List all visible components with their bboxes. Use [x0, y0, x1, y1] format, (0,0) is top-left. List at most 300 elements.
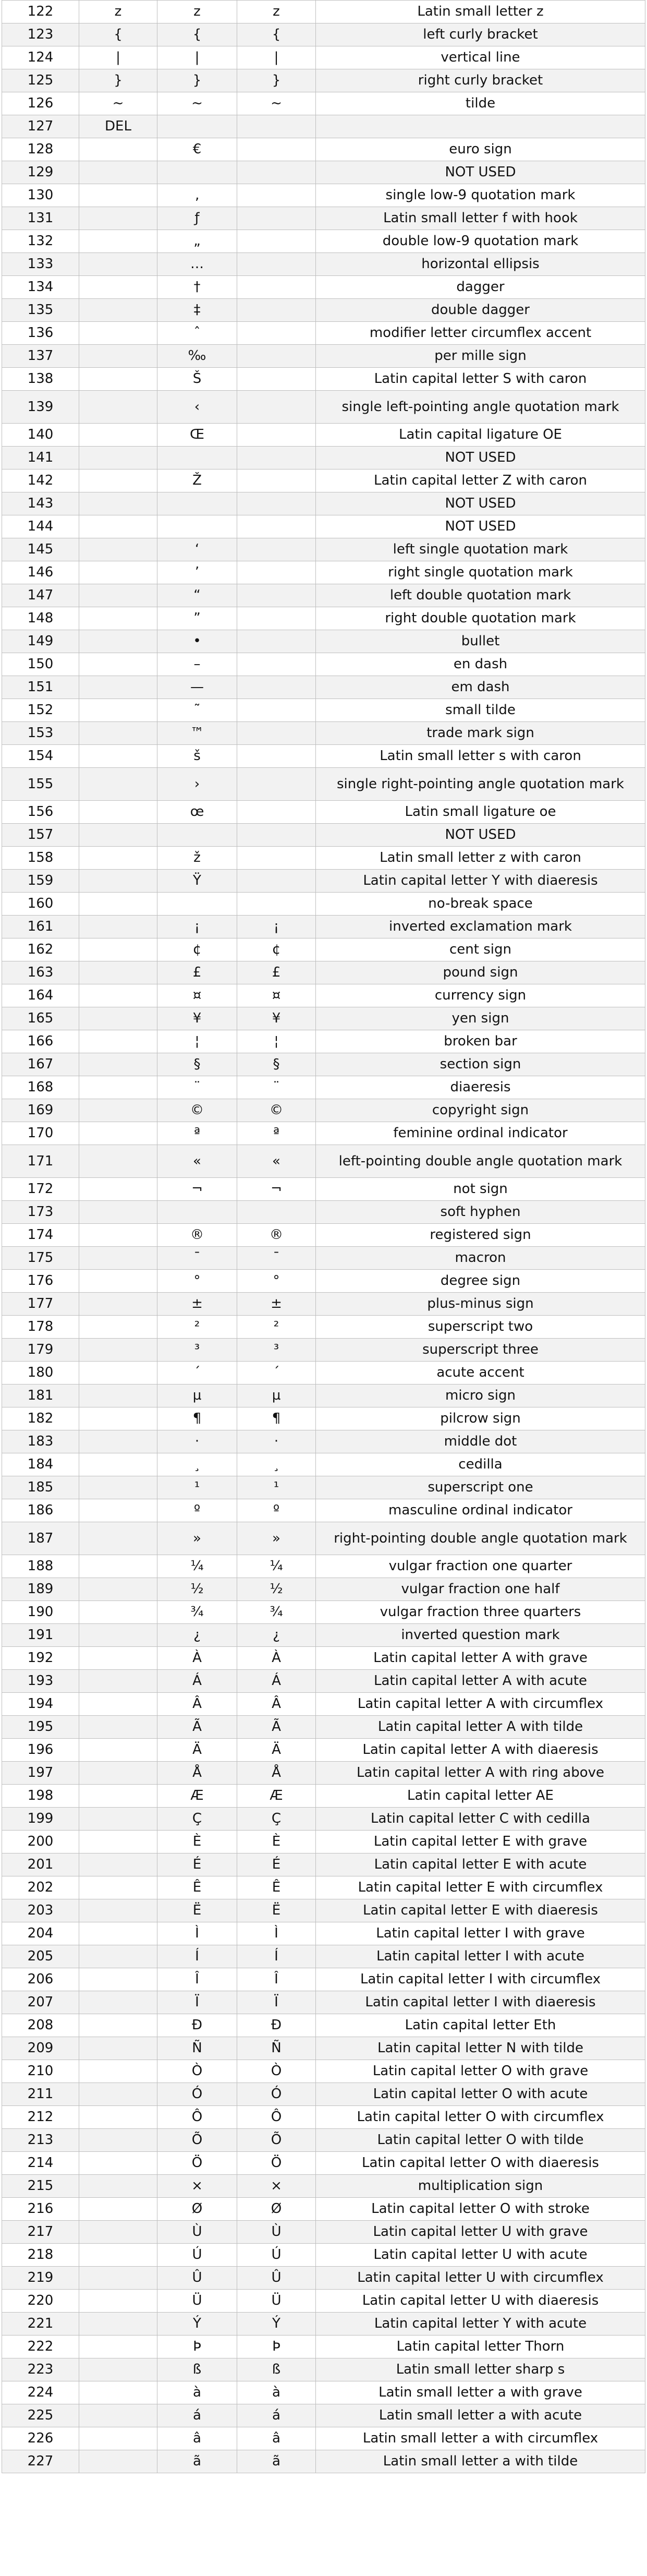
char-cell-2: ° — [157, 1270, 237, 1293]
code-cell: 197 — [2, 1762, 79, 1785]
char-cell-3 — [237, 299, 316, 322]
char-cell-1 — [79, 2404, 157, 2427]
char-cell-2: ³ — [157, 1339, 237, 1362]
code-cell: 134 — [2, 276, 79, 299]
char-cell-1 — [79, 1945, 157, 1968]
char-cell-3: ® — [237, 1224, 316, 1247]
description-cell: NOT USED — [316, 824, 645, 847]
char-cell-3: z — [237, 1, 316, 23]
code-cell: 156 — [2, 801, 79, 824]
code-cell: 153 — [2, 722, 79, 745]
description-cell: euro sign — [316, 138, 645, 161]
description-cell: Latin capital letter Thorn — [316, 2336, 645, 2358]
char-cell-3: Æ — [237, 1785, 316, 1808]
table-row — [2, 1007, 645, 1030]
code-cell: 202 — [2, 1876, 79, 1899]
description-cell: broken bar — [316, 1030, 645, 1053]
char-cell-1 — [79, 653, 157, 676]
char-cell-3: Ú — [237, 2244, 316, 2267]
description-cell: NOT USED — [316, 447, 645, 470]
code-cell: 227 — [2, 2450, 79, 2473]
table-row — [2, 2129, 645, 2152]
char-cell-3 — [237, 824, 316, 847]
table-row — [2, 1407, 645, 1430]
char-cell-1 — [79, 2381, 157, 2404]
char-cell-1 — [79, 2267, 157, 2290]
char-cell-1 — [79, 1201, 157, 1224]
char-cell-1 — [79, 607, 157, 630]
char-cell-3 — [237, 207, 316, 230]
char-cell-1 — [79, 2152, 157, 2175]
code-cell: 131 — [2, 207, 79, 230]
char-cell-3: | — [237, 46, 316, 69]
character-table — [2, 0, 645, 2473]
char-cell-2: š — [157, 745, 237, 768]
code-cell: 123 — [2, 23, 79, 46]
char-cell-3: Å — [237, 1762, 316, 1785]
description-cell: Latin capital letter I with circumflex — [316, 1968, 645, 1991]
description-cell: Latin capital letter U with acute — [316, 2244, 645, 2267]
code-cell: 204 — [2, 1922, 79, 1945]
description-cell: single right-pointing angle quotation mark — [316, 768, 645, 801]
char-cell-2: – — [157, 653, 237, 676]
char-cell-3: Ð — [237, 2014, 316, 2037]
code-cell: 139 — [2, 391, 79, 424]
description-cell: Latin capital letter A with tilde — [316, 1716, 645, 1739]
char-cell-1 — [79, 2083, 157, 2106]
char-cell-1 — [79, 1968, 157, 1991]
char-cell-2: ~ — [157, 92, 237, 115]
char-cell-1: | — [79, 46, 157, 69]
char-cell-3: © — [237, 1099, 316, 1122]
description-cell: Latin capital letter Eth — [316, 2014, 645, 2037]
char-cell-1 — [79, 470, 157, 492]
char-cell-2: © — [157, 1099, 237, 1122]
table-row — [2, 1785, 645, 1808]
code-cell: 194 — [2, 1693, 79, 1716]
table-row — [2, 1201, 645, 1224]
char-cell-1 — [79, 961, 157, 984]
description-cell: Latin capital ligature OE — [316, 424, 645, 447]
char-cell-1 — [79, 230, 157, 253]
char-cell-2: — — [157, 676, 237, 699]
table-row — [2, 1385, 645, 1407]
char-cell-2: œ — [157, 801, 237, 824]
char-cell-1 — [79, 1899, 157, 1922]
char-cell-2: Ÿ — [157, 870, 237, 893]
table-row — [2, 2290, 645, 2313]
char-cell-3 — [237, 138, 316, 161]
table-row — [2, 2152, 645, 2175]
description-cell: right double quotation mark — [316, 607, 645, 630]
table-row — [2, 1716, 645, 1739]
char-cell-3 — [237, 653, 316, 676]
char-cell-3: â — [237, 2427, 316, 2450]
char-cell-2: ¡ — [157, 916, 237, 938]
code-cell: 188 — [2, 1555, 79, 1578]
table-row — [2, 722, 645, 745]
description-cell: Latin capital letter U with circumflex — [316, 2267, 645, 2290]
code-cell: 133 — [2, 253, 79, 276]
description-cell: Latin small letter f with hook — [316, 207, 645, 230]
description-cell: Latin capital letter E with diaeresis — [316, 1899, 645, 1922]
code-cell: 149 — [2, 630, 79, 653]
code-cell: 193 — [2, 1670, 79, 1693]
char-cell-2: ¶ — [157, 1407, 237, 1430]
code-cell: 174 — [2, 1224, 79, 1247]
code-cell: 222 — [2, 2336, 79, 2358]
char-cell-3: ¹ — [237, 1476, 316, 1499]
char-cell-1 — [79, 2037, 157, 2060]
char-cell-1 — [79, 1385, 157, 1407]
code-cell: 223 — [2, 2358, 79, 2381]
code-cell: 145 — [2, 538, 79, 561]
description-cell: not sign — [316, 1178, 645, 1201]
table-row — [2, 1076, 645, 1099]
table-row — [2, 2381, 645, 2404]
char-cell-2: ² — [157, 1316, 237, 1339]
description-cell: inverted exclamation mark — [316, 916, 645, 938]
table-row — [2, 230, 645, 253]
code-cell: 226 — [2, 2427, 79, 2450]
char-cell-3 — [237, 676, 316, 699]
table-row — [2, 424, 645, 447]
char-cell-2: Æ — [157, 1785, 237, 1808]
table-row — [2, 2014, 645, 2037]
char-cell-3 — [237, 424, 316, 447]
code-cell: 199 — [2, 1808, 79, 1831]
table-row — [2, 824, 645, 847]
description-cell: feminine ordinal indicator — [316, 1122, 645, 1145]
code-cell: 170 — [2, 1122, 79, 1145]
char-cell-2: ¬ — [157, 1178, 237, 1201]
description-cell: trade mark sign — [316, 722, 645, 745]
char-cell-1 — [79, 1922, 157, 1945]
table-row — [2, 1876, 645, 1899]
table-row — [2, 92, 645, 115]
char-cell-1 — [79, 2014, 157, 2037]
char-cell-3: ª — [237, 1122, 316, 1145]
description-cell: Latin capital letter I with acute — [316, 1945, 645, 1968]
char-cell-1 — [79, 161, 157, 184]
char-cell-1 — [79, 722, 157, 745]
char-cell-1 — [79, 2198, 157, 2221]
char-cell-2: ¹ — [157, 1476, 237, 1499]
char-cell-3: Û — [237, 2267, 316, 2290]
description-cell: Latin capital letter A with grave — [316, 1647, 645, 1670]
char-cell-3: ² — [237, 1316, 316, 1339]
char-cell-3 — [237, 801, 316, 824]
code-cell: 127 — [2, 115, 79, 138]
char-cell-1 — [79, 1831, 157, 1853]
char-cell-2: ½ — [157, 1578, 237, 1601]
char-cell-3: Ù — [237, 2221, 316, 2244]
table-row — [2, 276, 645, 299]
table-row — [2, 1945, 645, 1968]
char-cell-3: Ç — [237, 1808, 316, 1831]
code-cell: 154 — [2, 745, 79, 768]
description-cell: Latin capital letter A with diaeresis — [316, 1739, 645, 1762]
character-table-body — [2, 1, 645, 2473]
char-cell-2: { — [157, 23, 237, 46]
char-cell-2: É — [157, 1853, 237, 1876]
char-cell-2: á — [157, 2404, 237, 2427]
code-cell: 122 — [2, 1, 79, 23]
description-cell: horizontal ellipsis — [316, 253, 645, 276]
char-cell-2: z — [157, 1, 237, 23]
char-cell-3: } — [237, 69, 316, 92]
char-cell-2 — [157, 447, 237, 470]
table-row — [2, 607, 645, 630]
char-cell-1 — [79, 515, 157, 538]
code-cell: 136 — [2, 322, 79, 345]
char-cell-2: Û — [157, 2267, 237, 2290]
code-cell: 206 — [2, 1968, 79, 1991]
table-row — [2, 1224, 645, 1247]
description-cell: Latin capital letter I with grave — [316, 1922, 645, 1945]
char-cell-3: À — [237, 1647, 316, 1670]
char-cell-2: Ê — [157, 1876, 237, 1899]
char-cell-3 — [237, 745, 316, 768]
char-cell-1 — [79, 322, 157, 345]
char-cell-1 — [79, 2106, 157, 2129]
description-cell: diaeresis — [316, 1076, 645, 1099]
code-cell: 166 — [2, 1030, 79, 1053]
description-cell: single left-pointing angle quotation mark — [316, 391, 645, 424]
table-row — [2, 1601, 645, 1624]
description-cell: Latin capital letter O with grave — [316, 2060, 645, 2083]
char-cell-2: ‚ — [157, 184, 237, 207]
char-cell-1 — [79, 1853, 157, 1876]
char-cell-3: ¦ — [237, 1030, 316, 1053]
table-row — [2, 299, 645, 322]
char-cell-1: DEL — [79, 115, 157, 138]
char-cell-2: Ó — [157, 2083, 237, 2106]
code-cell: 192 — [2, 1647, 79, 1670]
code-cell: 126 — [2, 92, 79, 115]
description-cell: Latin capital letter Y with diaeresis — [316, 870, 645, 893]
table-row — [2, 745, 645, 768]
table-row — [2, 630, 645, 653]
char-cell-2 — [157, 115, 237, 138]
char-cell-3: Ï — [237, 1991, 316, 2014]
table-row — [2, 1476, 645, 1499]
table-row — [2, 207, 645, 230]
char-cell-2: Ã — [157, 1716, 237, 1739]
char-cell-3: Î — [237, 1968, 316, 1991]
char-cell-1 — [79, 1293, 157, 1316]
description-cell: bullet — [316, 630, 645, 653]
char-cell-1 — [79, 1430, 157, 1453]
table-row — [2, 1053, 645, 1076]
code-cell: 155 — [2, 768, 79, 801]
code-cell: 198 — [2, 1785, 79, 1808]
table-row — [2, 1, 645, 23]
code-cell: 140 — [2, 424, 79, 447]
char-cell-3 — [237, 322, 316, 345]
description-cell: Latin small letter a with acute — [316, 2404, 645, 2427]
char-cell-2: † — [157, 276, 237, 299]
char-cell-3: Ì — [237, 1922, 316, 1945]
description-cell: superscript two — [316, 1316, 645, 1339]
char-cell-1 — [79, 1522, 157, 1555]
char-cell-3: ¯ — [237, 1247, 316, 1270]
table-row — [2, 46, 645, 69]
code-cell: 215 — [2, 2175, 79, 2198]
code-cell: 212 — [2, 2106, 79, 2129]
char-cell-1 — [79, 253, 157, 276]
table-row — [2, 699, 645, 722]
table-row — [2, 2336, 645, 2358]
char-cell-3 — [237, 276, 316, 299]
description-cell: dagger — [316, 276, 645, 299]
code-cell: 157 — [2, 824, 79, 847]
char-cell-1 — [79, 1601, 157, 1624]
char-cell-2: Š — [157, 368, 237, 391]
description-cell: yen sign — [316, 1007, 645, 1030]
char-cell-2: Ç — [157, 1808, 237, 1831]
char-cell-1 — [79, 2313, 157, 2336]
code-cell: 167 — [2, 1053, 79, 1076]
char-cell-2: ¦ — [157, 1030, 237, 1053]
code-cell: 151 — [2, 676, 79, 699]
description-cell: Latin capital letter Y with acute — [316, 2313, 645, 2336]
char-cell-1 — [79, 1362, 157, 1385]
char-cell-1 — [79, 1453, 157, 1476]
table-row — [2, 870, 645, 893]
char-cell-3: ¬ — [237, 1178, 316, 1201]
table-row — [2, 938, 645, 961]
description-cell: cedilla — [316, 1453, 645, 1476]
description-cell: soft hyphen — [316, 1201, 645, 1224]
char-cell-3: ¤ — [237, 984, 316, 1007]
code-cell: 147 — [2, 584, 79, 607]
table-row — [2, 138, 645, 161]
description-cell — [316, 115, 645, 138]
char-cell-2: ª — [157, 1122, 237, 1145]
char-cell-1: { — [79, 23, 157, 46]
char-cell-3 — [237, 253, 316, 276]
char-cell-1 — [79, 1785, 157, 1808]
table-row — [2, 2175, 645, 2198]
description-cell: left single quotation mark — [316, 538, 645, 561]
char-cell-1: ~ — [79, 92, 157, 115]
char-cell-2: È — [157, 1831, 237, 1853]
char-cell-3 — [237, 893, 316, 916]
table-row — [2, 2313, 645, 2336]
char-cell-1 — [79, 2175, 157, 2198]
code-cell: 125 — [2, 69, 79, 92]
char-cell-1 — [79, 1122, 157, 1145]
description-cell: Latin capital letter O with tilde — [316, 2129, 645, 2152]
table-row — [2, 115, 645, 138]
char-cell-2: Ô — [157, 2106, 237, 2129]
char-cell-2: Õ — [157, 2129, 237, 2152]
table-row — [2, 447, 645, 470]
code-cell: 185 — [2, 1476, 79, 1499]
char-cell-1 — [79, 2290, 157, 2313]
char-cell-1: } — [79, 69, 157, 92]
description-cell: right curly bracket — [316, 69, 645, 92]
char-cell-3: « — [237, 1145, 316, 1178]
char-cell-1 — [79, 1339, 157, 1362]
description-cell: Latin capital letter A with acute — [316, 1670, 645, 1693]
table-row — [2, 2037, 645, 2060]
table-row — [2, 984, 645, 1007]
char-cell-3: ¨ — [237, 1076, 316, 1099]
description-cell: middle dot — [316, 1430, 645, 1453]
char-cell-2: ã — [157, 2450, 237, 2473]
char-cell-2: Ì — [157, 1922, 237, 1945]
char-cell-2: ” — [157, 607, 237, 630]
code-cell: 137 — [2, 345, 79, 368]
char-cell-2: ˆ — [157, 322, 237, 345]
code-cell: 124 — [2, 46, 79, 69]
char-cell-2: „ — [157, 230, 237, 253]
code-cell: 214 — [2, 2152, 79, 2175]
code-cell: 207 — [2, 1991, 79, 2014]
char-cell-3: È — [237, 1831, 316, 1853]
char-cell-2: « — [157, 1145, 237, 1178]
code-cell: 203 — [2, 1899, 79, 1922]
code-cell: 135 — [2, 299, 79, 322]
char-cell-3: Ø — [237, 2198, 316, 2221]
char-cell-2: Ï — [157, 1991, 237, 2014]
char-cell-3 — [237, 368, 316, 391]
char-cell-1 — [79, 1224, 157, 1247]
code-cell: 172 — [2, 1178, 79, 1201]
code-cell: 162 — [2, 938, 79, 961]
code-cell: 184 — [2, 1453, 79, 1476]
char-cell-3: Ý — [237, 2313, 316, 2336]
description-cell: Latin capital letter E with grave — [316, 1831, 645, 1853]
char-cell-3: Ê — [237, 1876, 316, 1899]
char-cell-2 — [157, 824, 237, 847]
table-row — [2, 368, 645, 391]
char-cell-1 — [79, 1316, 157, 1339]
code-cell: 132 — [2, 230, 79, 253]
description-cell: Latin small ligature oe — [316, 801, 645, 824]
char-cell-1 — [79, 745, 157, 768]
code-cell: 216 — [2, 2198, 79, 2221]
code-cell: 180 — [2, 1362, 79, 1385]
description-cell: registered sign — [316, 1224, 645, 1247]
char-cell-2: à — [157, 2381, 237, 2404]
char-cell-2: Á — [157, 1670, 237, 1693]
char-cell-1 — [79, 847, 157, 870]
char-cell-3: ± — [237, 1293, 316, 1316]
char-cell-3: ~ — [237, 92, 316, 115]
description-cell: right single quotation mark — [316, 561, 645, 584]
char-cell-1 — [79, 184, 157, 207]
description-cell: Latin capital letter E with acute — [316, 1853, 645, 1876]
code-cell: 169 — [2, 1099, 79, 1122]
code-cell: 187 — [2, 1522, 79, 1555]
char-cell-1 — [79, 1076, 157, 1099]
table-row — [2, 847, 645, 870]
table-row — [2, 2358, 645, 2381]
description-cell: cent sign — [316, 938, 645, 961]
char-cell-3 — [237, 630, 316, 653]
char-cell-1 — [79, 276, 157, 299]
char-cell-2: Ø — [157, 2198, 237, 2221]
char-cell-3 — [237, 584, 316, 607]
code-cell: 213 — [2, 2129, 79, 2152]
table-row — [2, 653, 645, 676]
char-cell-3: Â — [237, 1693, 316, 1716]
table-row — [2, 961, 645, 984]
code-cell: 220 — [2, 2290, 79, 2313]
